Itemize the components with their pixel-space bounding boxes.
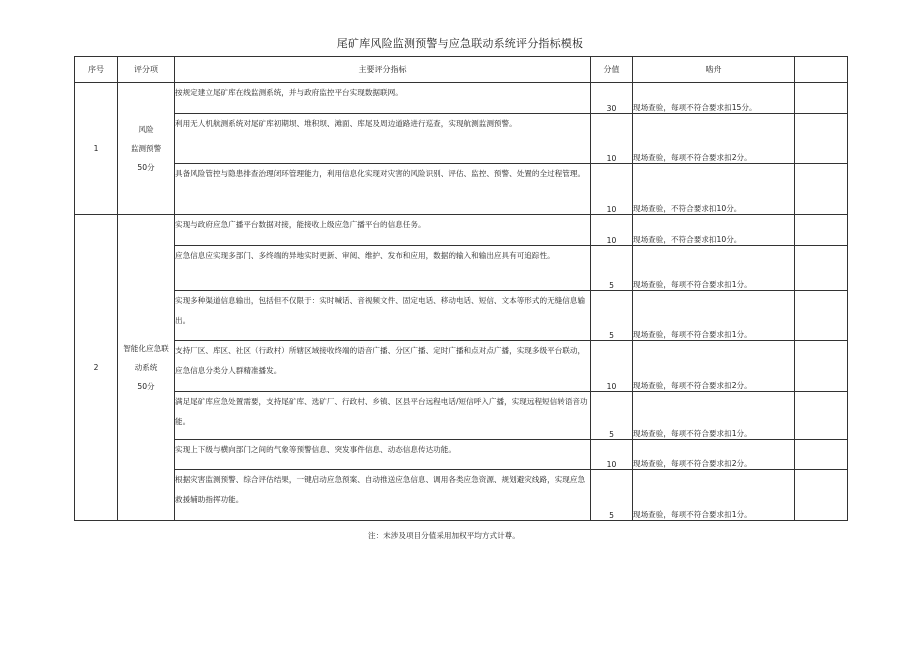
footnote: 注：未涉及项目分值采用加权平均方式计尊。: [368, 531, 520, 540]
group-item-line: 动系统: [134, 363, 158, 372]
method-cell: 现场查验，不符合要求扣10分。: [633, 164, 795, 215]
method-cell: 现场查验，每项不符合要求扣1分。: [633, 392, 795, 440]
score-cell: 10: [591, 440, 633, 470]
extra-cell: [795, 440, 848, 470]
extra-cell: [795, 246, 848, 291]
method-cell: 现场查验，每项不符合要求扣2分。: [633, 341, 795, 392]
header-score: 分值: [591, 57, 633, 83]
score-cell: 10: [591, 341, 633, 392]
score-cell: 5: [591, 470, 633, 521]
method-cell: 现场查验，每项不符合要求扣1分。: [633, 470, 795, 521]
header-row: [75, 57, 848, 83]
scoring-table: [74, 56, 848, 521]
group-item-line: 监测预警: [130, 144, 162, 153]
indicator-cell: 实现上下级与横向部门之间的气象等预警信息、突发事件信息、动态信息传达功能。: [175, 440, 591, 470]
indicator-cell: 利用无人机航测系统对尾矿库初期坝、堆积坝、滩面、库尾及周边道路进行巡查，实现航测监测预警。: [175, 114, 591, 164]
score-cell: 5: [591, 246, 633, 291]
table-row: [75, 291, 848, 341]
extra-cell: [795, 291, 848, 341]
group-seq: 2: [75, 215, 118, 521]
header-method: 啮舟: [633, 57, 795, 83]
table-row: [75, 440, 848, 470]
table-row: [75, 341, 848, 392]
extra-cell: [795, 341, 848, 392]
score-cell: 10: [591, 215, 633, 246]
indicator-cell: 实现与政府应急广播平台数据对接，能接收上级应急广播平台的信息任务。: [175, 215, 591, 246]
method-cell: 现场查验，每项不符合要求扣2分。: [633, 440, 795, 470]
table-row: [75, 392, 848, 440]
indicator-cell: 实现多种渠道信息输出，包括但不仅限于：实时喊话、音视频文件、固定电话、移动电话、短信、文本等形式的无缝信息输出。: [175, 291, 591, 341]
method-cell: 现场查验，每项不符合要求扣1分。: [633, 291, 795, 341]
table-row: [75, 164, 848, 215]
indicator-cell: 按规定建立尾矿库在线监测系统，并与政府监控平台实现数据联网。: [175, 83, 591, 114]
method-cell: 现场查验，每项不符合要求扣15分。: [633, 83, 795, 114]
extra-cell: [795, 83, 848, 114]
indicator-cell: 支持厂区、库区、社区（行政村）所辖区域接收终端的语音广播、分区广播、定时广播和点对点广播，实现多级平台联动，应急信息分类分人群精准播发。: [175, 341, 591, 392]
table-row: [75, 83, 848, 114]
header-extra: [795, 57, 848, 83]
group-seq: 1: [75, 83, 118, 215]
header-indicator: 主要评分指标: [175, 57, 591, 83]
group-item: [118, 215, 175, 521]
method-cell: 现场查验，每项不符合要求扣1分。: [633, 246, 795, 291]
score-cell: 10: [591, 164, 633, 215]
score-cell: 30: [591, 83, 633, 114]
group-item-line: 50分: [137, 163, 155, 172]
header-seq: 序号: [75, 57, 118, 83]
header-item: 评分项: [118, 57, 175, 83]
indicator-cell: 应急信息应实现多部门、多终端的异地实时更新、审阅、维护、发布和应用，数据的输入和输出应具有可追踪性。: [175, 246, 591, 291]
extra-cell: [795, 164, 848, 215]
extra-cell: [795, 215, 848, 246]
table-row: [75, 246, 848, 291]
table-row: [75, 114, 848, 164]
extra-cell: [795, 470, 848, 521]
indicator-cell: 满足尾矿库应急处置需要，支持尾矿库、选矿厂、行政村、乡镇、区县平台远程电话/短信呼入广播，实现远程短信转语音功能。: [175, 392, 591, 440]
page-title: 尾矿库风险监测预警与应急联动系统评分指标模板: [336, 37, 584, 50]
method-cell: 现场查验，不符合要求扣10分。: [633, 215, 795, 246]
table-row: [75, 215, 848, 246]
indicator-cell: 具备风险管控与隐患排查治理闭环管理能力，利用信息化实现对灾害的风险识别、评估、监控、预警、处置的全过程管理。: [175, 164, 591, 215]
group-item-line: 50分: [137, 382, 155, 391]
group-item: [118, 83, 175, 215]
extra-cell: [795, 392, 848, 440]
group-item-line: 智能化应急联: [123, 344, 169, 353]
extra-cell: [795, 114, 848, 164]
score-cell: 5: [591, 392, 633, 440]
score-cell: 5: [591, 291, 633, 341]
group-item-line: 风险: [138, 125, 154, 134]
score-cell: 10: [591, 114, 633, 164]
table-row: [75, 470, 848, 521]
method-cell: 现场查验，每项不符合要求扣2分。: [633, 114, 795, 164]
indicator-cell: 根据灾害监测预警、综合评估结果，一键启动应急预案、自动推送应急信息、调用各类应急资源、规划避灾线路，实现应急救援辅助指挥功能。: [175, 470, 591, 521]
